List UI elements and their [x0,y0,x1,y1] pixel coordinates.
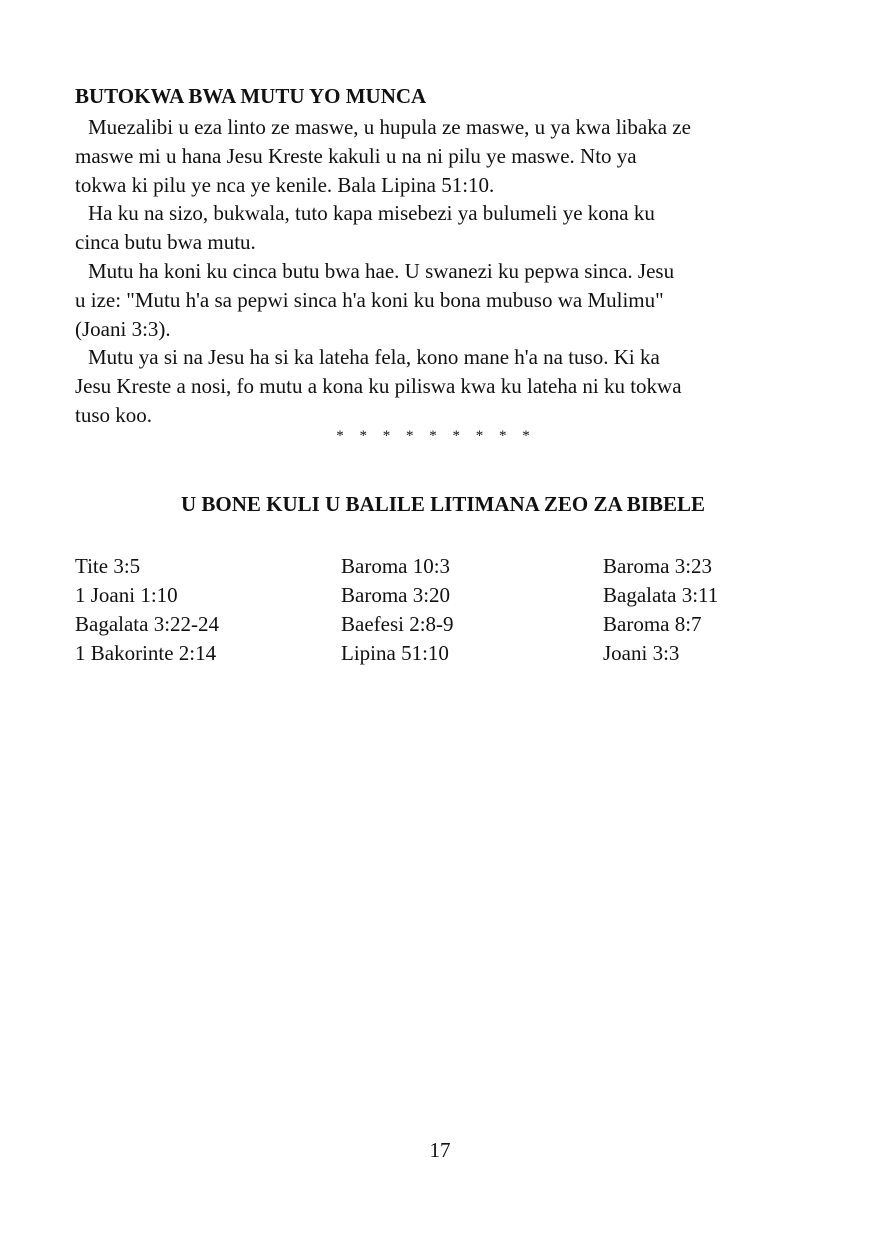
reference-item: Baroma 3:20 [341,583,451,607]
references-heading: U BONE KULI U BALILE LITIMANA ZEO ZA BIBELE [181,492,705,516]
references-column [75,552,219,668]
references-column [341,552,454,668]
reference-item: Bagalata 3:22-24 [75,612,220,636]
paragraph-line: Ha ku na sizo, bukwala, tuto kapa misebezi ya bulumeli ye kona ku [88,201,655,226]
paragraph-line: tokwa ki pilu ye nca ye kenile. Bala Lipina 51:10. [75,172,495,197]
paragraph-line: Jesu Kreste a nosi, fo mutu a kona ku piliswa kwa ku lateha ni ku tokwa [75,374,682,399]
reference-item: Lipina 51:10 [341,641,449,665]
paragraph-line: Muezalibi u eza linto ze maswe, u hupula ze maswe, u ya kwa libaka ze [88,115,691,139]
reference-item: Baroma 10:3 [341,554,451,578]
paragraph-line: maswe mi u hana Jesu Kreste kakuli u na ni pilu ye maswe. Nto ya [75,143,637,168]
reference-item: Baroma 3:23 [603,554,713,578]
section-body [75,113,815,430]
section-title: BUTOKWA BWA MUTU YO MUNCA [75,84,427,108]
reference-item: Baroma 8:7 [603,612,702,636]
reference-item: Bagalata 3:11 [603,583,719,607]
references-column [603,552,718,668]
paragraph-line: Mutu ya si na Jesu ha si ka lateha fela, kono mane h'a na tuso. Ki ka [88,345,660,370]
paragraph-line: Mutu ha koni ku cinca butu bwa hae. U swanezi ku pepwa sinca. Jesu [88,258,675,283]
page-number: 17 [429,1138,451,1162]
reference-item: Joani 3:3 [603,641,680,665]
reference-item: Baefesi 2:8-9 [341,612,454,636]
section-separator: * * * * * * * * * [336,428,536,444]
paragraph-line: cinca butu bwa mutu. [75,230,256,255]
paragraph-line: tuso koo. [75,402,153,427]
reference-item: 1 Bakorinte 2:14 [75,641,217,665]
reference-item: 1 Joani 1:10 [75,583,178,607]
paragraph-line: u ize: "Mutu h'a sa pepwi sinca h'a koni ku bona mubuso wa Mulimu" [75,287,664,312]
paragraph-line: (Joani 3:3). [75,316,171,341]
reference-item: Tite 3:5 [75,554,141,578]
